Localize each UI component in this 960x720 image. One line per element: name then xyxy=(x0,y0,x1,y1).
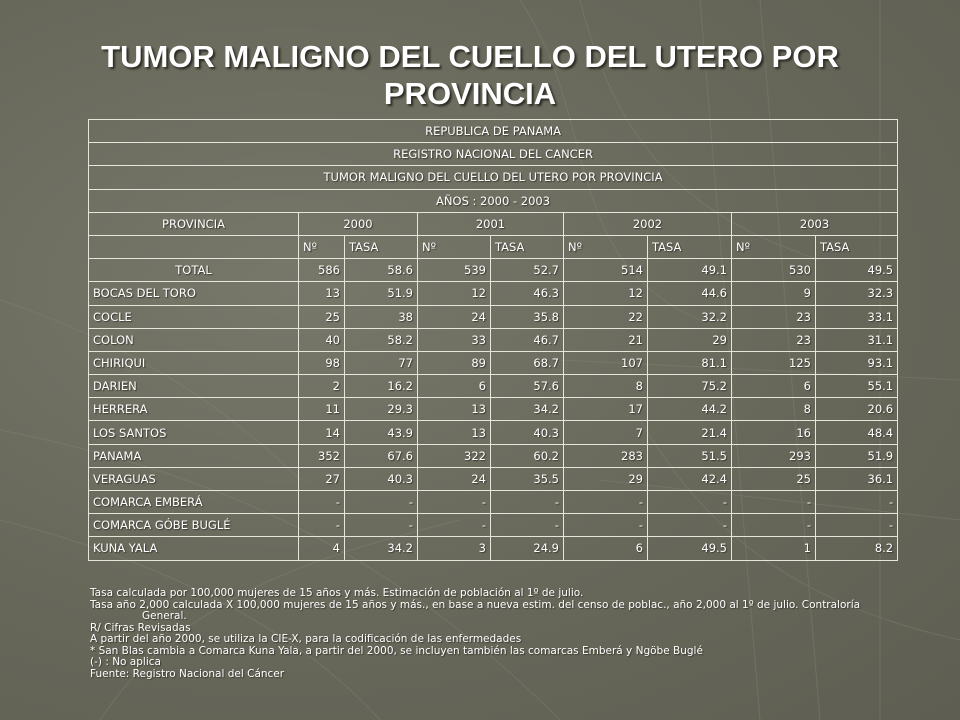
value-cell: 32.3 xyxy=(816,282,898,305)
footnote: Tasa año 2,000 calculada X 100,000 mujeres de 15 años y más., en base a nueva estim. del censo de poblac., año 2,000 al 1º de julio. Contraloría xyxy=(90,598,861,611)
value-cell: - xyxy=(345,491,418,514)
value-cell: 60.2 xyxy=(491,444,564,467)
value-cell: 68.7 xyxy=(491,351,564,374)
value-cell: 7 xyxy=(564,421,648,444)
value-cell: 25 xyxy=(299,305,345,328)
value-cell: 322 xyxy=(418,444,491,467)
footnotes xyxy=(90,588,920,680)
value-cell: 23 xyxy=(732,328,816,351)
sub-header: Nº xyxy=(564,235,648,258)
value-cell: - xyxy=(732,514,816,537)
value-cell: 23 xyxy=(732,305,816,328)
footnote: (-) : No aplica xyxy=(90,656,161,668)
value-cell: 283 xyxy=(564,444,648,467)
province-name-cell: LOS SANTOS xyxy=(89,421,299,444)
value-cell: 586 xyxy=(299,259,345,282)
value-cell: 44.6 xyxy=(648,282,732,305)
value-cell: 8 xyxy=(564,375,648,398)
year-header: 2001 xyxy=(418,212,564,235)
province-name-cell: VERAGUAS xyxy=(89,467,299,490)
table-header-row xyxy=(89,166,898,189)
value-cell: 81.1 xyxy=(648,351,732,374)
value-cell: 14 xyxy=(299,421,345,444)
value-cell: 13 xyxy=(418,421,491,444)
sub-header: Nº xyxy=(299,235,345,258)
sub-header: Nº xyxy=(732,235,816,258)
value-cell: 75.2 xyxy=(648,375,732,398)
value-cell: 6 xyxy=(564,537,648,560)
table-row xyxy=(89,491,898,514)
value-cell: 48.4 xyxy=(816,421,898,444)
value-cell: 49.5 xyxy=(816,259,898,282)
table-row xyxy=(89,282,898,305)
table-row xyxy=(89,467,898,490)
value-cell: 58.6 xyxy=(345,259,418,282)
value-cell: 22 xyxy=(564,305,648,328)
value-cell: 352 xyxy=(299,444,345,467)
value-cell: 21 xyxy=(564,328,648,351)
value-cell: - xyxy=(299,514,345,537)
value-cell: 16 xyxy=(732,421,816,444)
table-row xyxy=(89,328,898,351)
value-cell: 27 xyxy=(299,467,345,490)
value-cell: 293 xyxy=(732,444,816,467)
table-header-row xyxy=(89,143,898,166)
value-cell: - xyxy=(491,491,564,514)
province-name-cell: BOCAS DEL TORO xyxy=(89,282,299,305)
value-cell: 125 xyxy=(732,351,816,374)
value-cell: 12 xyxy=(564,282,648,305)
value-cell: 49.5 xyxy=(648,537,732,560)
value-cell: 31.1 xyxy=(816,328,898,351)
value-cell: - xyxy=(491,514,564,537)
value-cell: 52.7 xyxy=(491,259,564,282)
value-cell: - xyxy=(648,514,732,537)
header-cell: AÑOS : 2000 - 2003 xyxy=(89,189,898,212)
value-cell: 107 xyxy=(564,351,648,374)
province-name-cell: COMARCA GÓBE BUGLÉ xyxy=(89,514,299,537)
province-name-cell: DARIEN xyxy=(89,375,299,398)
value-cell: 51.5 xyxy=(648,444,732,467)
footnote: Fuente: Registro Nacional del Cáncer xyxy=(90,667,285,680)
value-cell: 58.2 xyxy=(345,328,418,351)
value-cell: - xyxy=(732,491,816,514)
header-cell: REPUBLICA DE PANAMA xyxy=(89,120,898,143)
table-row xyxy=(89,375,898,398)
value-cell: 40.3 xyxy=(491,421,564,444)
province-name-cell: COLON xyxy=(89,328,299,351)
value-cell: 530 xyxy=(732,259,816,282)
value-cell: 29.3 xyxy=(345,398,418,421)
value-cell: 46.3 xyxy=(491,282,564,305)
value-cell: - xyxy=(418,514,491,537)
sub-header: TASA xyxy=(345,235,418,258)
value-cell: 13 xyxy=(418,398,491,421)
province-name-cell: COMARCA EMBERÁ xyxy=(89,491,299,514)
province-name-cell: KUNA YALA xyxy=(89,537,299,560)
value-cell: - xyxy=(816,514,898,537)
sub-header: Nº xyxy=(418,235,491,258)
province-header: PROVINCIA xyxy=(89,212,299,235)
footnote: General. xyxy=(142,610,187,622)
sub-header: TASA xyxy=(648,235,732,258)
footnote: Tasa calculada por 100,000 mujeres de 15 años y más. Estimación de población al 1º de julio. xyxy=(90,587,584,599)
table-header-row xyxy=(89,120,898,143)
value-cell: - xyxy=(816,491,898,514)
value-cell: 17 xyxy=(564,398,648,421)
table-row xyxy=(89,537,898,560)
value-cell: - xyxy=(648,491,732,514)
value-cell: - xyxy=(418,491,491,514)
value-cell: 42.4 xyxy=(648,467,732,490)
header-cell: REGISTRO NACIONAL DEL CANCER xyxy=(89,143,898,166)
value-cell: 16.2 xyxy=(345,375,418,398)
value-cell: 29 xyxy=(564,467,648,490)
value-cell: 1 xyxy=(732,537,816,560)
value-cell: 6 xyxy=(732,375,816,398)
value-cell: 46.7 xyxy=(491,328,564,351)
footnote: A partir del año 2000, se utiliza la CIE-X, para la codificación de las enfermedades xyxy=(90,633,522,645)
value-cell: 98 xyxy=(299,351,345,374)
value-cell: 93.1 xyxy=(816,351,898,374)
province-name-cell: HERRERA xyxy=(89,398,299,421)
footnote: R/ Cifras Revisadas xyxy=(90,621,191,634)
value-cell: - xyxy=(564,491,648,514)
value-cell: 9 xyxy=(732,282,816,305)
value-cell: 6 xyxy=(418,375,491,398)
value-cell: 11 xyxy=(299,398,345,421)
table-row xyxy=(89,421,898,444)
value-cell: 2 xyxy=(299,375,345,398)
table-row xyxy=(89,514,898,537)
value-cell: 51.9 xyxy=(816,444,898,467)
cancer-data-table xyxy=(88,119,898,561)
empty-cell xyxy=(89,235,299,258)
value-cell: 8 xyxy=(732,398,816,421)
value-cell: 49.1 xyxy=(648,259,732,282)
value-cell: 33 xyxy=(418,328,491,351)
year-header-row xyxy=(89,212,898,235)
sub-header-row xyxy=(89,235,898,258)
header-cell: TUMOR MALIGNO DEL CUELLO DEL UTERO POR PROVINCIA xyxy=(89,166,898,189)
value-cell: 77 xyxy=(345,351,418,374)
table-row xyxy=(89,398,898,421)
value-cell: - xyxy=(564,514,648,537)
value-cell: 35.8 xyxy=(491,305,564,328)
value-cell: 34.2 xyxy=(345,537,418,560)
value-cell: 55.1 xyxy=(816,375,898,398)
province-name-cell: TOTAL xyxy=(89,259,299,282)
value-cell: 539 xyxy=(418,259,491,282)
value-cell: - xyxy=(299,491,345,514)
province-name-cell: CHIRIQUI xyxy=(89,351,299,374)
value-cell: 21.4 xyxy=(648,421,732,444)
value-cell: 33.1 xyxy=(816,305,898,328)
value-cell: 38 xyxy=(345,305,418,328)
footnote: * San Blas cambia a Comarca Kuna Yala, a partir del 2000, se incluyen también las comarcas Emberá y Ngöbe Buglé xyxy=(90,644,703,657)
slide-title-line2: PROVINCIA xyxy=(383,76,557,111)
table-row xyxy=(89,259,898,282)
table-row xyxy=(89,305,898,328)
value-cell: 57.6 xyxy=(491,375,564,398)
value-cell: 25 xyxy=(732,467,816,490)
value-cell: 3 xyxy=(418,537,491,560)
sub-header: TASA xyxy=(816,235,898,258)
slide-title xyxy=(40,38,900,112)
value-cell: 13 xyxy=(299,282,345,305)
value-cell: 40.3 xyxy=(345,467,418,490)
value-cell: 24.9 xyxy=(491,537,564,560)
value-cell: 36.1 xyxy=(816,467,898,490)
year-header: 2002 xyxy=(564,212,732,235)
value-cell: 12 xyxy=(418,282,491,305)
value-cell: 43.9 xyxy=(345,421,418,444)
value-cell: 4 xyxy=(299,537,345,560)
value-cell: 44.2 xyxy=(648,398,732,421)
value-cell: 34.2 xyxy=(491,398,564,421)
province-name-cell: COCLE xyxy=(89,305,299,328)
value-cell: 20.6 xyxy=(816,398,898,421)
value-cell: 29 xyxy=(648,328,732,351)
value-cell: 8.2 xyxy=(816,537,898,560)
sub-header: TASA xyxy=(491,235,564,258)
slide-title-line1: TUMOR MALIGNO DEL CUELLO DEL UTERO POR xyxy=(101,39,839,74)
table-header-row xyxy=(89,189,898,212)
table-row xyxy=(89,444,898,467)
value-cell: - xyxy=(345,514,418,537)
value-cell: 24 xyxy=(418,467,491,490)
value-cell: 32.2 xyxy=(648,305,732,328)
province-name-cell: PANAMA xyxy=(89,444,299,467)
year-header: 2003 xyxy=(732,212,898,235)
value-cell: 35.5 xyxy=(491,467,564,490)
value-cell: 40 xyxy=(299,328,345,351)
value-cell: 514 xyxy=(564,259,648,282)
year-header: 2000 xyxy=(299,212,418,235)
value-cell: 24 xyxy=(418,305,491,328)
value-cell: 89 xyxy=(418,351,491,374)
value-cell: 67.6 xyxy=(345,444,418,467)
table-row xyxy=(89,351,898,374)
value-cell: 51.9 xyxy=(345,282,418,305)
